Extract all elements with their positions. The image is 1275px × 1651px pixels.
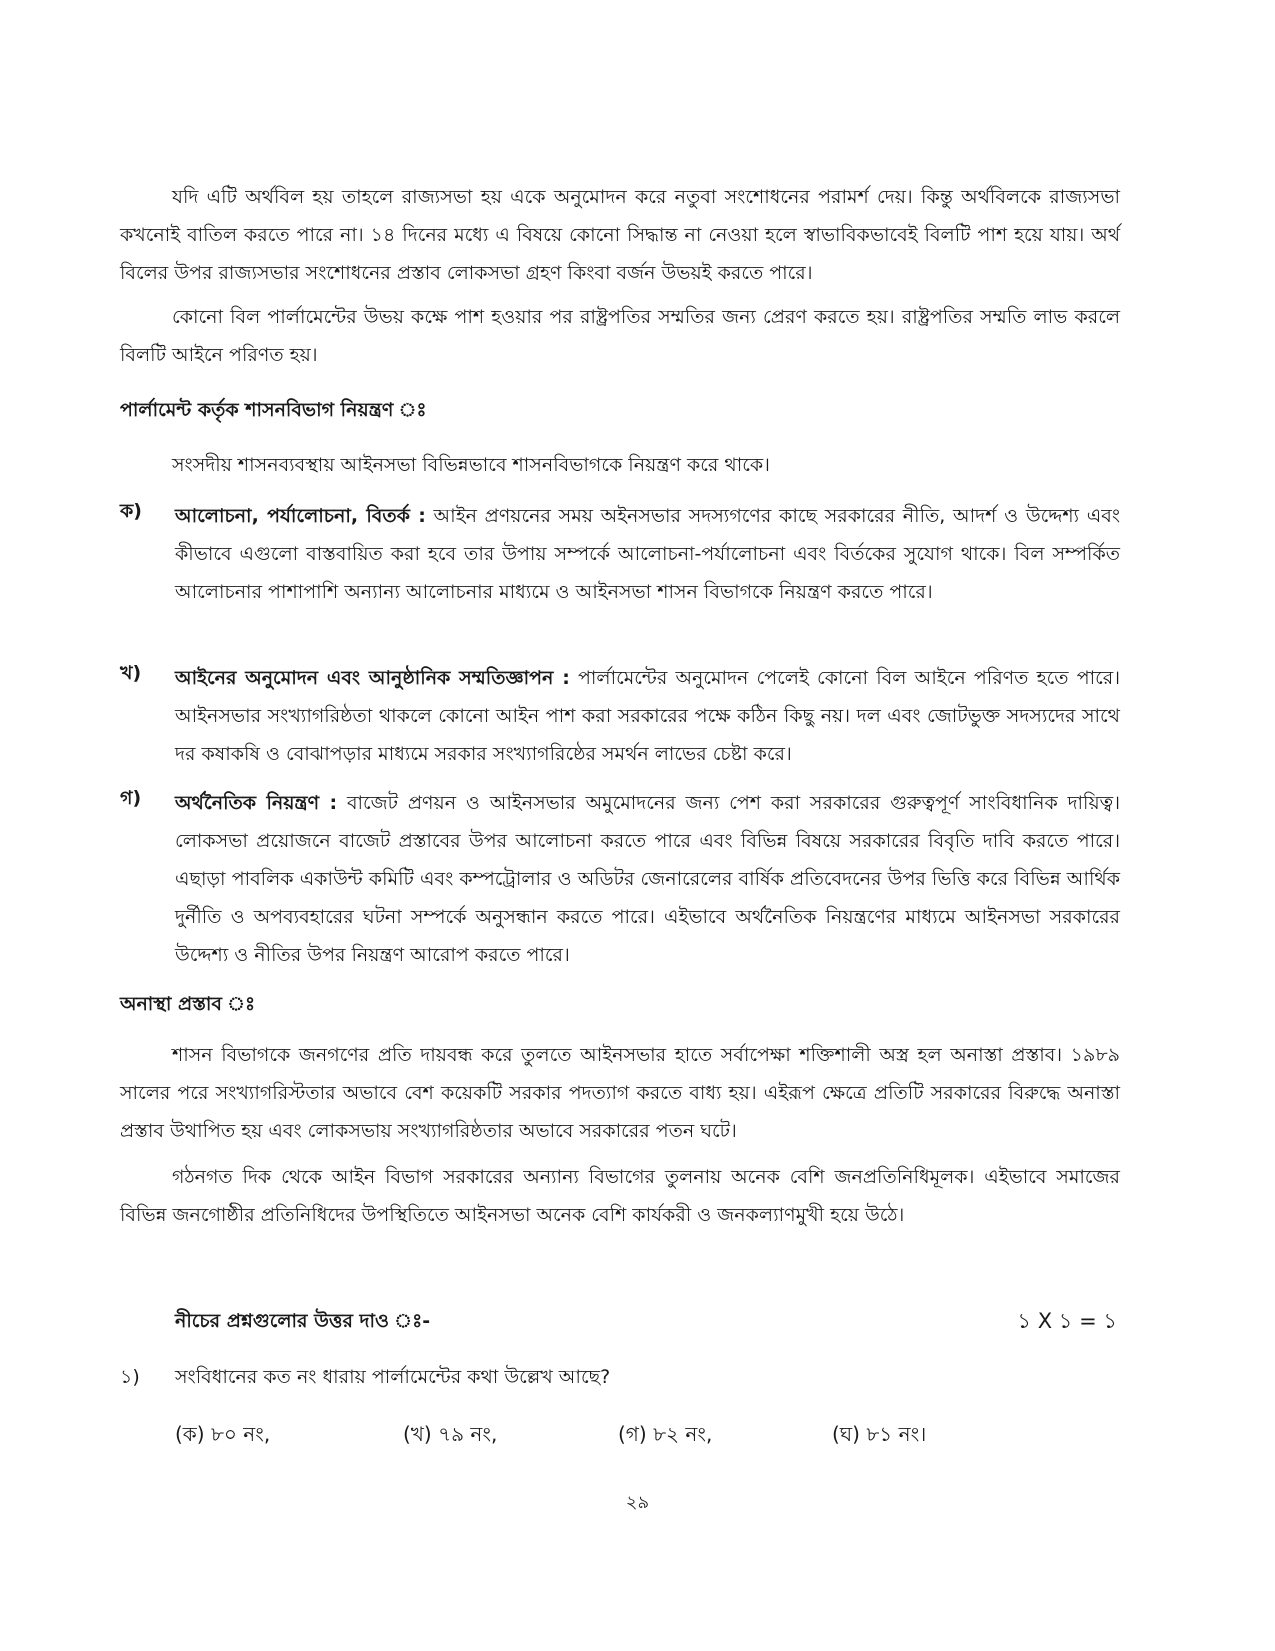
option-ka: (ক) ৮০ নং, <box>175 1422 271 1446</box>
paragraph-legislature-representative: গঠনগত দিক থেকে আইন বিভাগ সরকারের অন্যান্য বিভাগের তুলনায় অনেক বেশি জনপ্রতিনিধিমূলক। এইভাবে সমাজের বিভিন্ন জনগোষ্ঠীর প্রতিনিধিদের উপস্থিতিতে আইনসভা অনেক বেশি কার্যকরী ও জনকল্যাণমুখী হয়ে উঠে। <box>120 1166 1120 1226</box>
question-number: ১) <box>120 1366 140 1388</box>
list-item-ga <box>120 784 1120 974</box>
option-kha: (খ) ৭৯ নং, <box>403 1422 498 1446</box>
list-marker: ক) <box>120 500 142 522</box>
marks-label: ১ X ১ = ১ <box>1017 1309 1117 1333</box>
list-marker: গ) <box>120 787 142 809</box>
list-item-body: আইনের অনুমোদন এবং আনুষ্ঠানিক সম্মতিজ্ঞাপন : পার্লামেন্টের অনুমোদন পেলেই কোনো বিল আইনে পরিণত হতে পারে। আইনসভার সংখ্যাগরিষ্ঠতা থাকলে কোনো আইন পাশ করা সরকারের পক্ষে কঠিন কিছু নয়। দল এবং জোটভুক্ত সদস্যদের সাথে দর কষাকষি ও বোঝাপড়ার মাধ্যমে সরকার সংখ্যাগরিষ্ঠের সমর্থন লাভের চেষ্টা করে। <box>175 667 1121 765</box>
paragraph-no-confidence: শাসন বিভাগকে জনগণের প্রতি দায়বন্ধ করে তুলতে আইনসভার হাতে সর্বাপেক্ষা শক্তিশালী অস্ত্র হল অনাস্তা প্রস্তাব। ১৯৮৯ সালের পরে সংখ্যাগরিস্টতার অভাবে বেশ কয়েকটি সরকার পদত্যাগ করতে বাধ্য হয়। এইরূপ ক্ষেত্রে প্রতিটি সরকারের বিরুদ্ধে অনাস্তা প্রস্তাব উথাপিত হয় এবং লোকসভায় সংখ্যাগরিষ্ঠতার অভাবে সরকারের পতন ঘটে। <box>120 1044 1120 1142</box>
list-item-body: অর্থনৈতিক নিয়ন্ত্রণ : বাজেট প্রণয়ন ও আইনসভার অমুমোদনের জন্য পেশ করা সরকারের গুরুত্বপূর্ণ সাংবিধানিক দায়িত্ব। লোকসভা প্রয়োজনে বাজেট প্রস্তাবের উপর আলোচনা করতে পারে এবং বিভিন্ন বিষয়ে সরকারের বিবৃতি দাবি করতে পারে। এছাড়া পাবলিক একাউন্ট কমিটি এবং কম্পট্রোলার ও অডিটর জেনারেলের বার্ষিক প্রতিবেদনের উপর ভিত্তি করে বিভিন্ন আর্থিক দুর্নীতি ও অপব্যবহারের ঘটনা সম্পর্কে অনুসন্ধান করতে পারে। এইভাবে অর্থনৈতিক নিয়ন্ত্রণের মাধ্যমে আইনসভা সরকারের উদ্দেশ্য ও নীতির উপর নিয়ন্ত্রণ আরোপ করতে পারে। <box>175 792 1120 966</box>
page-number: ২৯ <box>625 1492 650 1513</box>
option-ga: (গ) ৮২ নং, <box>618 1422 713 1446</box>
list-item-title: আলোচনা, পর্যালোচনা, বিতর্ক : <box>175 505 426 527</box>
section-heading-no-confidence: অনাস্থা প্রস্তাব ঃ <box>120 993 256 1015</box>
list-item-title: অর্থনৈতিক নিয়ন্ত্রণ : <box>175 792 338 814</box>
list-item-title: আইনের অনুমোদন এবং আনুষ্ঠানিক সম্মতিজ্ঞাপন : <box>175 667 570 689</box>
question-1 <box>120 1363 610 1395</box>
section-intro: সংসদীয় শাসনব্যবস্থায় আইনসভা বিভিন্নভাবে শাসনবিভাগকে নিয়ন্ত্রণ করে থাকে। <box>172 454 770 476</box>
list-item-kha <box>120 659 1120 773</box>
option-gha: (ঘ) ৮১ নং। <box>832 1422 927 1446</box>
paragraph-money-bill: যদি এটি অর্থবিল হয় তাহলে রাজ্যসভা হয় একে অনুমোদন করে নতুবা সংশোধনের পরামর্শ দেয়। কিন্তু অর্থবিলকে রাজ্যসভা কখনোই বাতিল করতে পারে না। ১৪ দিনের মধ্যে এ বিষয়ে কোনো সিদ্ধান্ত না নেওয়া হলে স্বাভাবিকভাবেই বিলটি পাশ হয়ে যায়। অর্থ বিলের উপর রাজ্যসভার সংশোধনের প্রস্তাব লোকসভা গ্রহণ কিংবা বর্জন উভয়ই করতে পারে। <box>120 186 1120 284</box>
question-text: সংবিধানের কত নং ধারায় পার্লামেন্টের কথা উল্লেখ আছে? <box>175 1366 611 1388</box>
paragraph-president-assent: কোনো বিল পার্লামেন্টের উভয় কক্ষে পাশ হওয়ার পর রাষ্ট্রপতির সম্মতির জন্য প্রেরণ করতে হয়। রাষ্ট্রপতির সম্মতি লাভ করলে বিলটি আইনে পরিণত হয়। <box>120 306 1120 366</box>
list-item-ka <box>120 497 1120 611</box>
list-item-body: আলোচনা, পর্যালোচনা, বিতর্ক : আইন প্রণয়নের সময় অইনসভার সদস্যগণের কাছে সরকারের নীতি, আদর্শ ও উদ্দেশ্য এবং কীভাবে এগুলো বাস্তবায়িত করা হবে তার উপায় সম্পর্কে আলোচনা-পর্যালোচনা এবং বির্তকের সুযোগ থাকে। বিল সম্পর্কিত আলোচনার পাশাপাশি অন্যান্য আলোচনার মাধ্যমে ও আইনসভা শাসন বিভাগকে নিয়ন্ত্রণ করতে পারে। <box>175 505 1120 603</box>
questions-heading: নীচের প্রশ্নগুলোর উত্তর দাও ঃ- <box>175 1310 431 1332</box>
section-heading-executive-control: পার্লামেন্ট কর্তৃক শাসনবিভাগ নিয়ন্ত্রণ ঃ <box>120 399 427 421</box>
list-marker: খ) <box>120 662 142 684</box>
